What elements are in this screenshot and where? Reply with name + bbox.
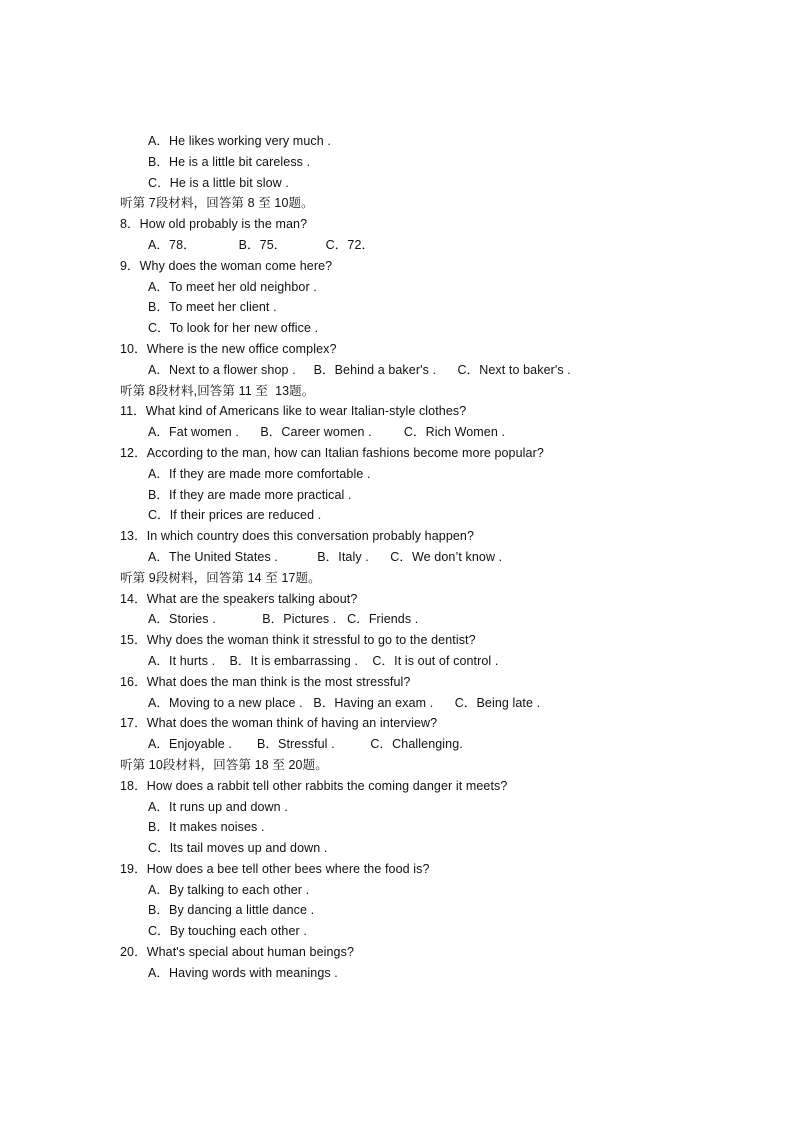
- section-instruction: 听第 9段树料，回答第 14 至 17题。: [120, 570, 321, 585]
- option-line: A．Having words with meanings .: [148, 965, 338, 980]
- section-instruction: 听第 8段材料,回答第 11 至 13题。: [120, 383, 315, 398]
- question-line: 16．What does the man think is the most stressful?: [120, 674, 411, 689]
- option-line: A．Stories . B．Pictures . C．Friends .: [148, 612, 419, 627]
- option-line: A．If they are made more comfortable .: [148, 466, 371, 481]
- question-line: 11．What kind of Americans like to wear Italian-style clothes?: [120, 404, 467, 419]
- question-line: 13．In which country does this conversation probably happen?: [120, 529, 475, 544]
- option-line: C．By touching each other .: [148, 924, 307, 939]
- question-line: 14．What are the speakers talking about?: [120, 591, 358, 606]
- option-line: A．It runs up and down .: [148, 799, 288, 814]
- option-line: A．Next to a flower shop . B．Behind a baker's . C．Next to baker's .: [148, 362, 571, 377]
- option-line: A．He likes working very much .: [148, 134, 331, 148]
- option-line: A．It hurts . B．It is embarrassing . C．It is out of control .: [148, 653, 499, 668]
- question-line: 17．What does the woman think of having an interview?: [120, 716, 438, 731]
- option-line: A．To meet her old neighbor .: [148, 279, 317, 294]
- option-line: C．To look for her new office .: [148, 321, 319, 336]
- section-instruction: 听第 10段材料，回答第 18 至 20题。: [120, 757, 328, 772]
- option-line: A．Fat women . B．Career women . C．Rich Women .: [148, 425, 506, 440]
- option-line: A．Moving to a new place . B．Having an exam . C．Being late .: [148, 695, 541, 710]
- question-line: 8．How old probably is the man?: [120, 217, 308, 232]
- option-line: A．The United States . B．Italy . C．We don’t know .: [148, 549, 503, 564]
- option-line: A．Enjoyable . B．Stressful . C．Challenging.: [148, 737, 463, 752]
- option-line: A．By talking to each other .: [148, 882, 310, 897]
- option-line: B．If they are made more practical .: [148, 487, 352, 502]
- option-line: B．He is a little bit careless .: [148, 154, 311, 169]
- option-line: A．78． B．75． C．72．: [148, 237, 375, 252]
- section-instruction: 听第 7段材料，回答第 8 至 10题。: [120, 196, 314, 211]
- question-line: 9．Why does the woman come here?: [120, 258, 333, 273]
- option-line: B．By dancing a little dance .: [148, 903, 315, 918]
- question-line: 20．What's special about human beings?: [120, 945, 355, 960]
- question-line: 10．Where is the new office complex?: [120, 341, 337, 356]
- option-line: C．Its tail moves up and down .: [148, 841, 328, 856]
- option-line: B．To meet her client .: [148, 300, 277, 315]
- option-line: C．If their prices are reduced .: [148, 508, 322, 523]
- question-line: 18．How does a rabbit tell other rabbits the coming danger it meets?: [120, 778, 508, 793]
- option-line: C．He is a little bit slow .: [148, 175, 289, 190]
- question-line: 19．How does a bee tell other bees where the food is?: [120, 861, 430, 876]
- exam-page: [0, 131, 794, 984]
- question-line: 12．According to the man, how can Italian fashions become more popular?: [120, 445, 544, 460]
- question-line: 15．Why does the woman think it stressful to go to the dentist?: [120, 633, 476, 648]
- option-line: B．It makes noises .: [148, 820, 265, 835]
